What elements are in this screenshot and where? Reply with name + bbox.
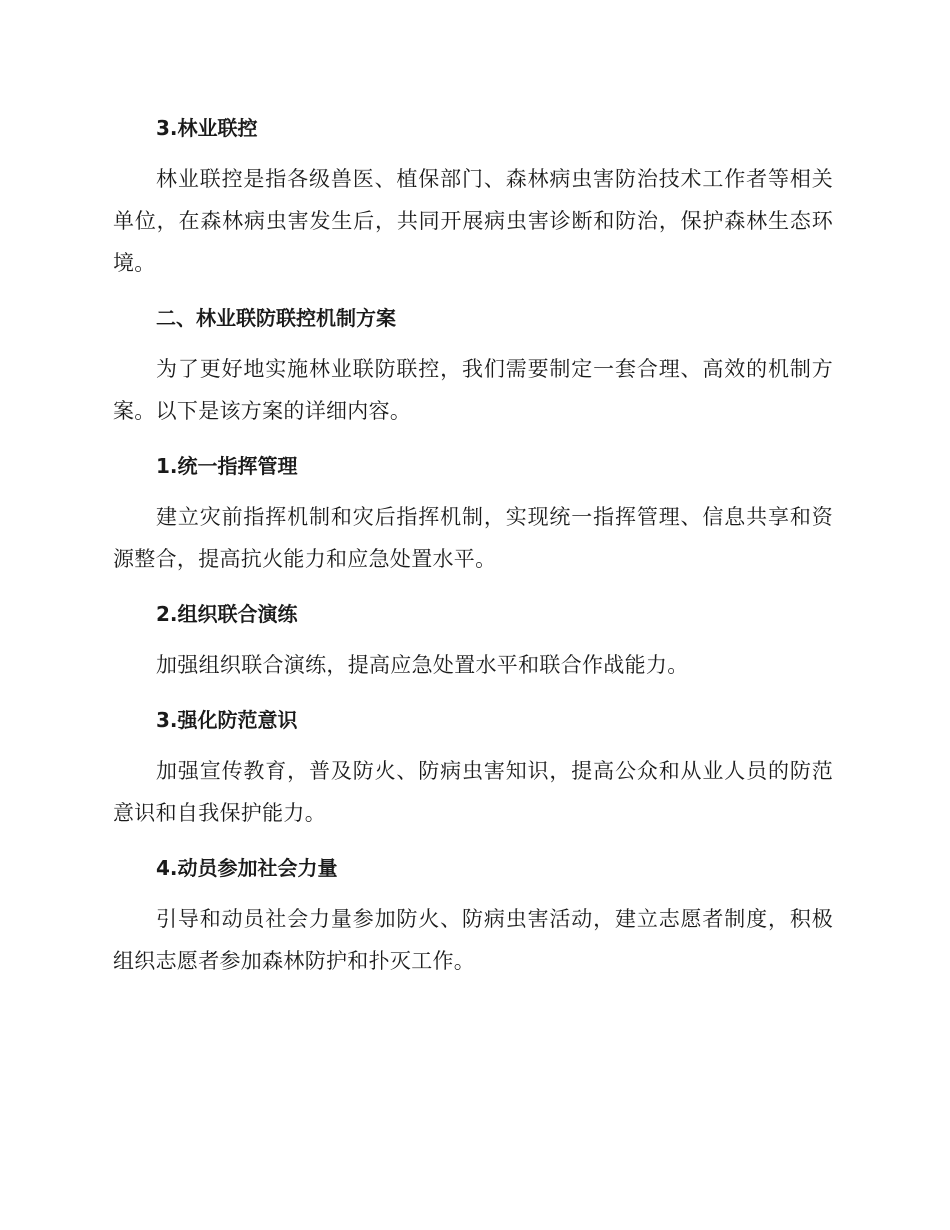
paragraph-mechanism-plan: 为了更好地实施林业联防联控，我们需要制定一套合理、高效的机制方案。以下是该方案的详细内容。	[113, 357, 833, 423]
section-heading-forestry-control: 3.林业联控	[156, 116, 258, 140]
section-heading-unified-command: 1.统一指挥管理	[156, 454, 298, 478]
section-heading-social-forces: 4.动员参加社会力量	[156, 856, 338, 880]
paragraph-joint-drills: 加强组织联合演练，提高应急处置水平和联合作战能力。	[156, 653, 689, 677]
paragraph-prevention-awareness: 加强宣传教育，普及防火、防病虫害知识，提高公众和从业人员的防范意识和自我保护能力。	[113, 759, 833, 825]
section-heading-prevention-awareness: 3.强化防范意识	[156, 708, 298, 732]
paragraph-unified-command: 建立灾前指挥机制和灾后指挥机制，实现统一指挥管理、信息共享和资源整合，提高抗火能力和应急处置水平。	[113, 505, 833, 571]
section-heading-mechanism-plan: 二、林业联防联控机制方案	[156, 306, 396, 330]
section-heading-joint-drills: 2.组织联合演练	[156, 602, 298, 626]
paragraph-social-forces: 引导和动员社会力量参加防火、防病虫害活动，建立志愿者制度，积极组织志愿者参加森林防护和扑灭工作。	[113, 907, 833, 973]
paragraph-forestry-control: 林业联控是指各级兽医、植保部门、森林病虫害防治技术工作者等相关单位，在森林病虫害发生后，共同开展病虫害诊断和防治，保护森林生态环境。	[113, 167, 833, 275]
document-page	[113, 108, 833, 982]
